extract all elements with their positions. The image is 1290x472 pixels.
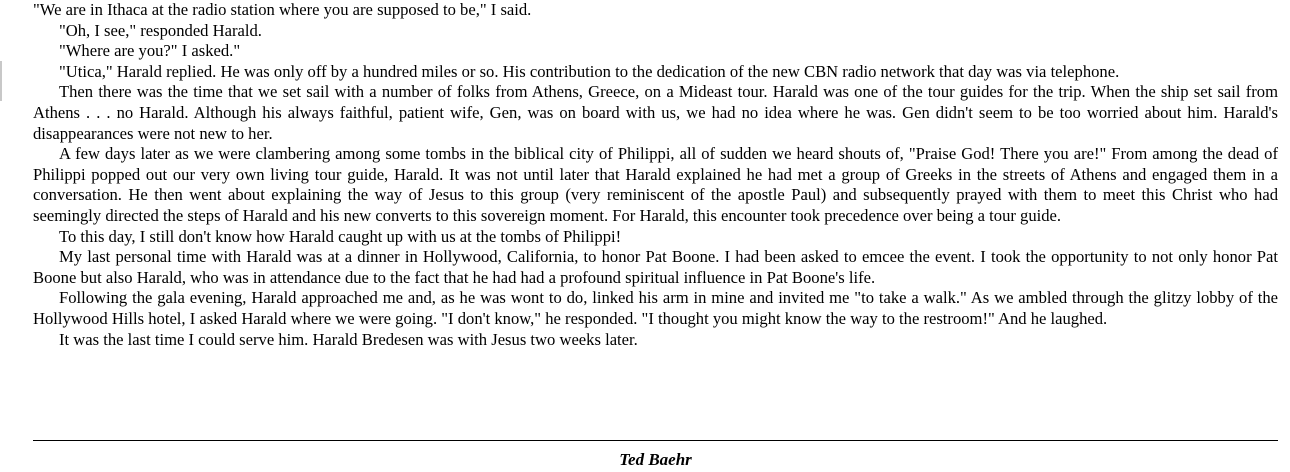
- paragraph: "Oh, I see," responded Harald.: [59, 20, 262, 40]
- paragraph: It was the last time I could serve him. Harald Bredesen was with Jesus two weeks later.: [59, 329, 638, 349]
- paragraph: Then there was the time that we set sail with a number of folks from Athens, Greece, on a Mideast tour. Harald was one of the tour guides for the trip. When the ship set sail from Athens . . . no Harald. Although his always faithful, patient wife, Gen, was on board with us, we had no idea where he was. Gen didn't seem to be too worried about him. Harald's disappearances were not new to her.: [33, 82, 1278, 143]
- author-signature: Ted Baehr: [619, 450, 692, 469]
- section-divider: [33, 440, 1278, 441]
- article-body: [33, 0, 1278, 350]
- paragraph: A few days later as we were clambering among some tombs in the biblical city of Philippi, all of sudden we heard shouts of, "Praise God! There you are!" From among the dead of Philippi popped out our very own living tour guide, Harald. It was not until later that Harald explained he had met a group of Greeks in the streets of Athens and engaged them in a conversation. He then went about explaining the way of Jesus to this group (very reminiscent of the apostle Paul) and subsequently prayed with them to meet this Christ who had seemingly directed the steps of Harald and his new converts to this sovereign moment. For Harald, this encounter took precedence over being a tour guide.: [33, 144, 1278, 225]
- margin-marker: [0, 61, 2, 101]
- paragraph: "Utica," Harald replied. He was only off by a hundred miles or so. His contribution to the dedication of the new CBN radio network that day was via telephone.: [59, 61, 1120, 81]
- paragraph: To this day, I still don't know how Harald caught up with us at the tombs of Philippi!: [59, 226, 622, 246]
- paragraph: Following the gala evening, Harald approached me and, as he was wont to do, linked his arm in mine and invited me "to take a walk." As we ambled through the glitzy lobby of the Hollywood Hills hotel, I asked Harald where we were going. "I don't know," he responded. "I thought you might know the way to the restroom!" And he laughed.: [33, 288, 1278, 328]
- paragraph: "Where are you?" I asked.": [59, 41, 241, 61]
- paragraph: My last personal time with Harald was at a dinner in Hollywood, California, to honor Pat Boone. I had been asked to emcee the event. I took the opportunity to not only honor Pat Boone but also Harald, who was in attendance due to the fact that he had had a profound spiritual influence in Pat Boone's life.: [33, 247, 1278, 287]
- paragraph: "We are in Ithaca at the radio station where you are supposed to be," I said.: [33, 0, 532, 19]
